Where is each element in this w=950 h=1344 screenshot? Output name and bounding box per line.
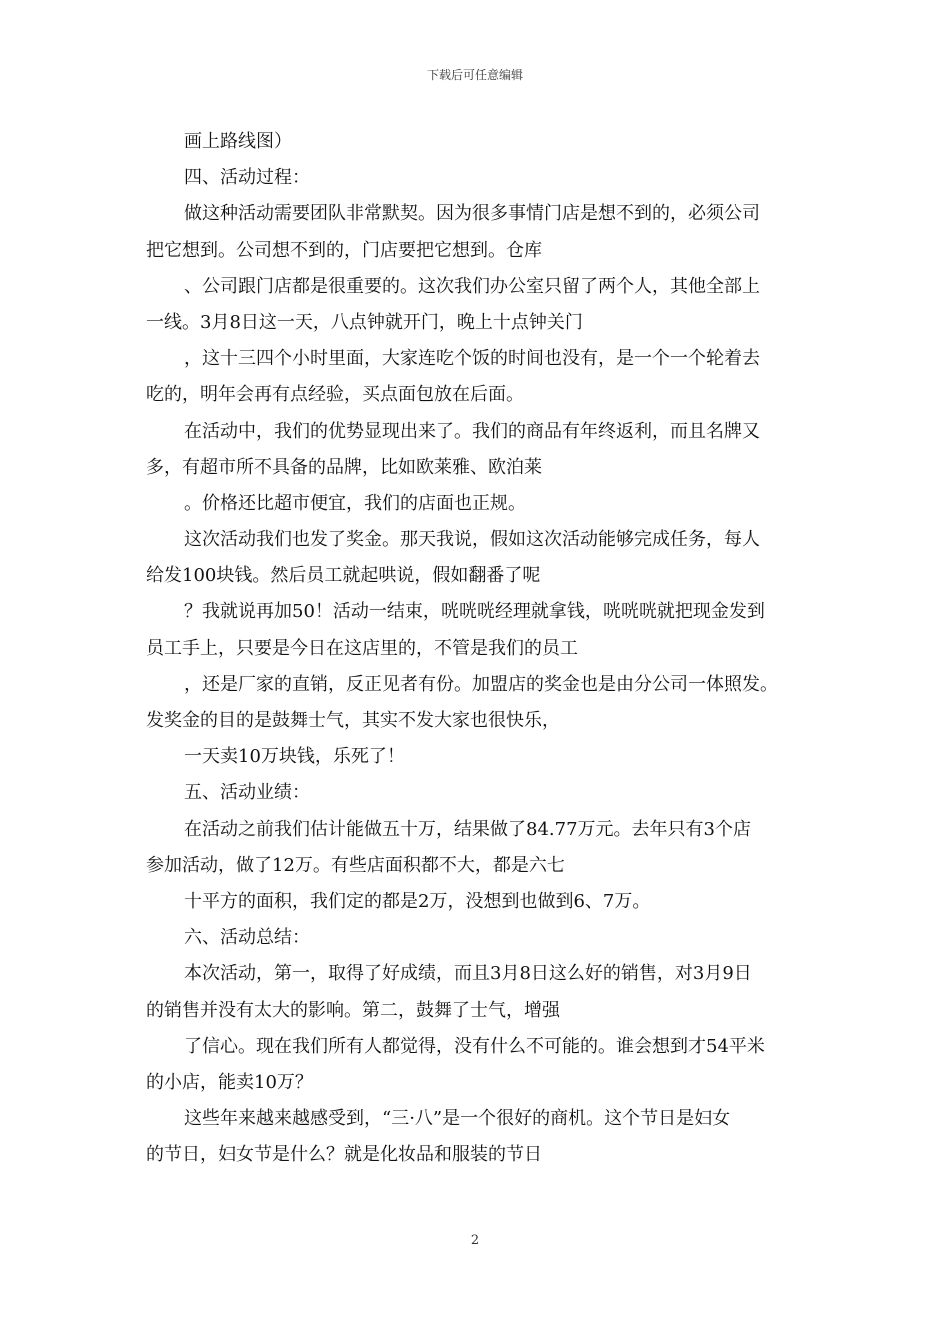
body-line: 在活动之前我们估计能做五十万，结果做了84.77万元。去年只有3个店 <box>184 818 751 840</box>
body-line: 。价格还比超市便宜，我们的店面也正规。 <box>184 492 526 514</box>
body-line: 发奖金的目的是鼓舞士气，其实不发大家也很快乐， <box>146 710 560 731</box>
body-line: 十平方的面积，我们定的都是2万，没想到也做到6、7万。 <box>184 890 651 912</box>
body-line: 一线。3月8日这一天，八点钟就开门，晚上十点钟关门 <box>146 311 583 333</box>
body-line: 参加活动，做了12万。有些店面积都不大，都是六七 <box>146 854 565 876</box>
body-line: 吃的，明年会再有点经验，买点面包放在后面。 <box>146 384 524 406</box>
page-header: 下载后可任意编辑 <box>426 68 523 82</box>
body-line: 画上路线图） <box>184 131 292 152</box>
body-line: 一天卖10万块钱，乐死了！ <box>184 746 405 768</box>
body-line: 给发100块钱。然后员工就起哄说，假如翻番了呢 <box>146 565 541 587</box>
body-line: 这些年来越来越感受到，“三·八”是一个很好的商机。这个节日是妇女 <box>184 1108 731 1130</box>
body-line: 做这种活动需要团队非常默契。因为很多事情门店是想不到的，必须公司 <box>184 203 760 225</box>
body-line: 的销售并没有太大的影响。第二，鼓舞了士气，增强 <box>146 999 560 1021</box>
body-line: 的节日，妇女节是什么？就是化妆品和服装的节日 <box>146 1144 542 1166</box>
body-line: 这次活动我们也发了奖金。那天我说，假如这次活动能够完成任务，每人 <box>184 529 760 551</box>
body-line: 多，有超市所不具备的品牌，比如欧莱雅、欧泊莱 <box>146 456 542 478</box>
body-line: 、公司跟门店都是很重要的。这次我们办公室只留了两个人，其他全部上 <box>184 275 760 297</box>
section-heading: 六、活动总结： <box>184 927 310 949</box>
section-heading: 五、活动业绩： <box>184 782 310 804</box>
page-number: 2 <box>470 1233 480 1248</box>
section-heading: 四、活动过程： <box>184 167 310 189</box>
body-line: ，还是厂家的直销，反正见者有份。加盟店的奖金也是由分公司一体照发。 <box>184 673 778 695</box>
body-line: 了信心。现在我们所有人都觉得，没有什么不可能的。谁会想到才54平米 <box>184 1035 765 1057</box>
body-line: 把它想到。公司想不到的，门店要把它想到。仓库 <box>146 239 542 261</box>
body-line: 在活动中，我们的优势显现出来了。我们的商品有年终返利，而且名牌又 <box>184 420 760 442</box>
body-line: 本次活动，第一，取得了好成绩，而且3月8日这么好的销售，对3月9日 <box>184 963 752 985</box>
body-line: 员工手上，只要是今日在这店里的，不管是我们的员工 <box>146 637 578 659</box>
body-line: ，这十三四个小时里面，大家连吃个饭的时间也没有，是一个一个轮着去 <box>184 348 760 370</box>
body-line: 的小店，能卖10万？ <box>146 1071 313 1093</box>
document-body <box>146 124 826 1173</box>
body-line: ？我就说再加50！活动一结束，咣咣咣经理就拿钱，咣咣咣就把现金发到 <box>184 601 765 623</box>
